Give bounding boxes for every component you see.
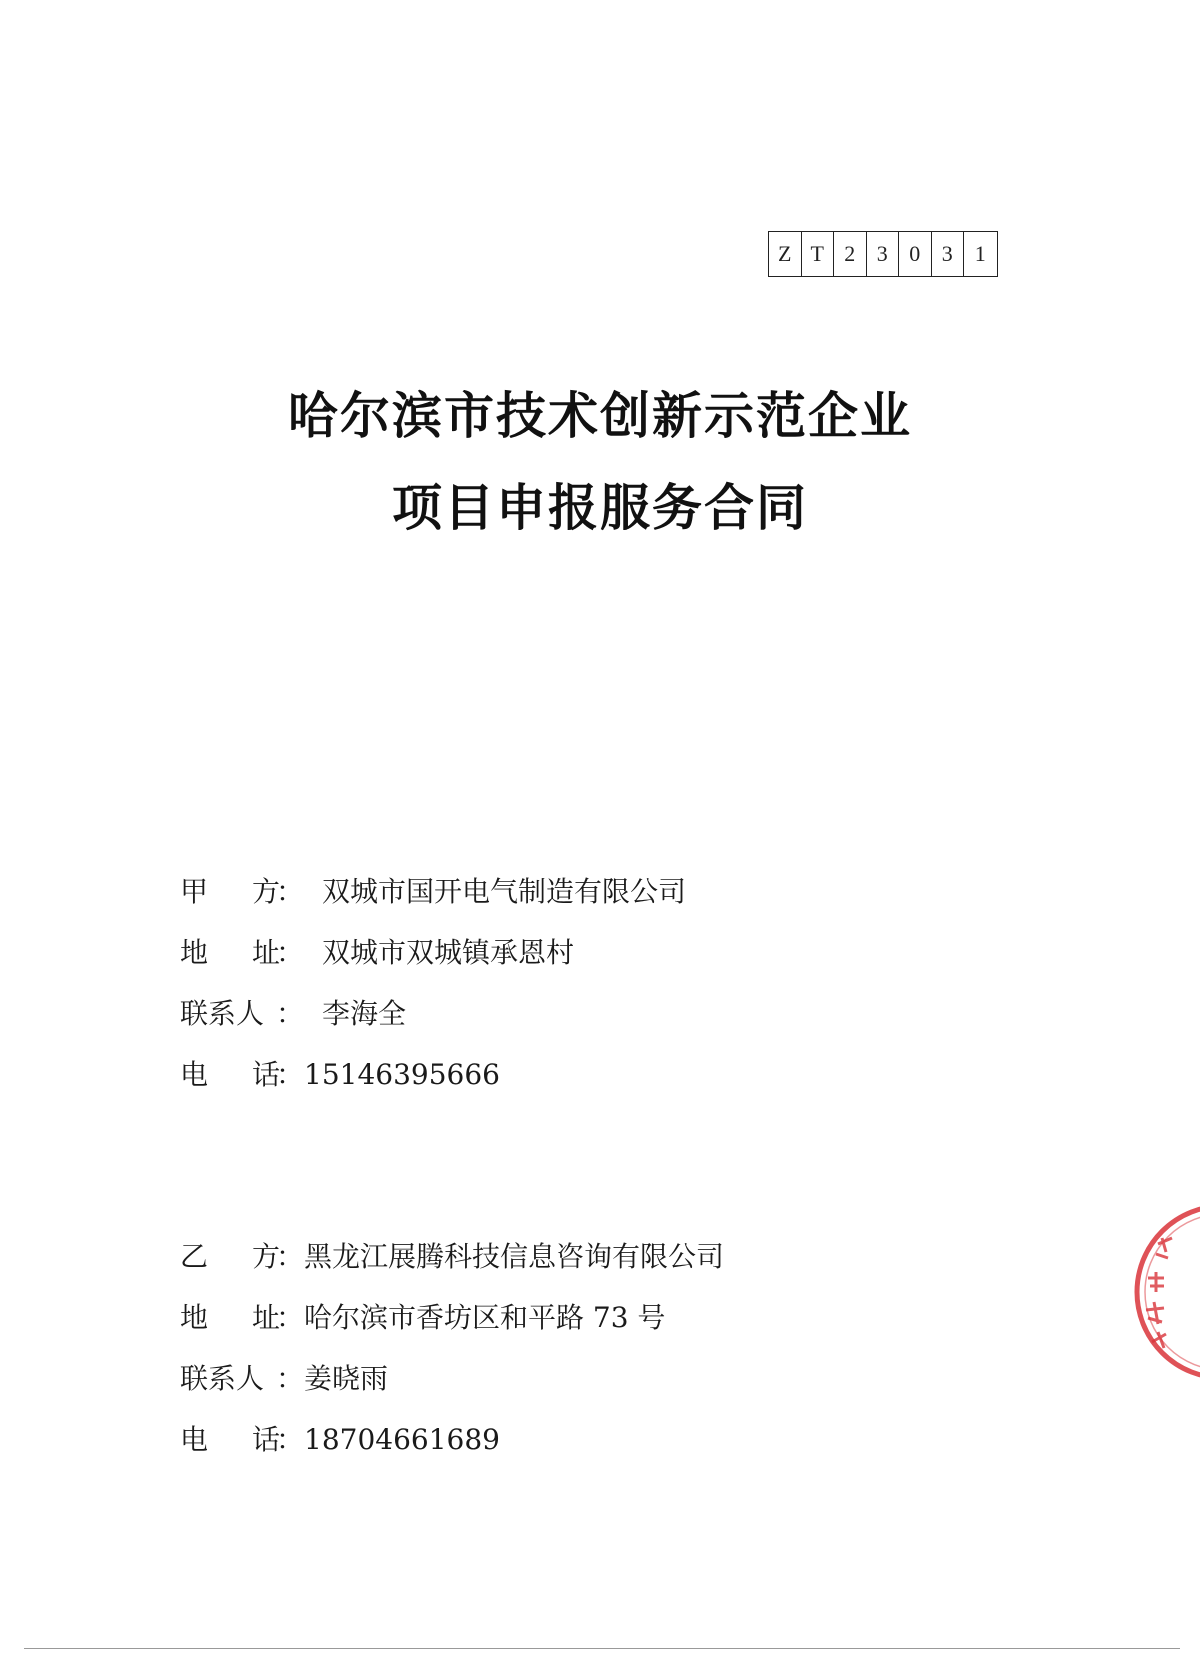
party-b-contact: 姜晓雨 (304, 1362, 389, 1395)
party-b-phone-label: 电 话 (180, 1423, 280, 1456)
contract-number-char: T (802, 232, 835, 276)
colon: ： (276, 1423, 305, 1456)
company-seal-icon (1128, 1192, 1200, 1392)
party-a-address: 双城市双城镇承恩村 (322, 936, 575, 969)
party-b-label: 乙 方 (180, 1240, 280, 1273)
contract-number-char: 3 (867, 232, 900, 276)
contract-number-box (768, 231, 998, 277)
party-b-phone: 18704661689 (304, 1423, 500, 1456)
contract-number-char: Z (769, 232, 802, 276)
colon: ： (276, 875, 305, 908)
party-a-phone: 15146395666 (304, 1058, 500, 1091)
party-a-phone-label: 电 话 (180, 1058, 280, 1091)
colon: ： (276, 1240, 305, 1273)
party-a-address-label: 地 址 (180, 936, 280, 969)
contract-number-char: 1 (974, 241, 986, 266)
page-bottom-divider (24, 1648, 1180, 1649)
party-a-label: 甲 方 (180, 875, 280, 908)
party-a-contact: 李海全 (322, 997, 407, 1030)
party-b-address: 哈尔滨市香坊区和平路 73 号 (304, 1301, 666, 1334)
contract-number-char: 0 (899, 232, 932, 276)
contract-number-char: 2 (834, 232, 867, 276)
party-a-name: 双城市国开电气制造有限公司 (322, 875, 687, 908)
party-b-name: 黑龙江展腾科技信息咨询有限公司 (304, 1240, 725, 1273)
colon: ： (276, 1362, 305, 1395)
colon: ： (276, 1058, 305, 1091)
document-title-line-1: 哈尔滨市技术创新示范企业 (288, 387, 912, 445)
party-a-contact-label: 联系人 (180, 997, 265, 1030)
party-b-address-label: 地 址 (180, 1301, 280, 1334)
contract-number-char: 3 (932, 232, 965, 276)
colon: ： (276, 936, 305, 969)
colon: ： (276, 1301, 305, 1334)
colon: ： (276, 997, 305, 1030)
party-b-contact-label: 联系人 (180, 1362, 265, 1395)
document-title-line-2: 项目申报服务合同 (392, 479, 808, 537)
